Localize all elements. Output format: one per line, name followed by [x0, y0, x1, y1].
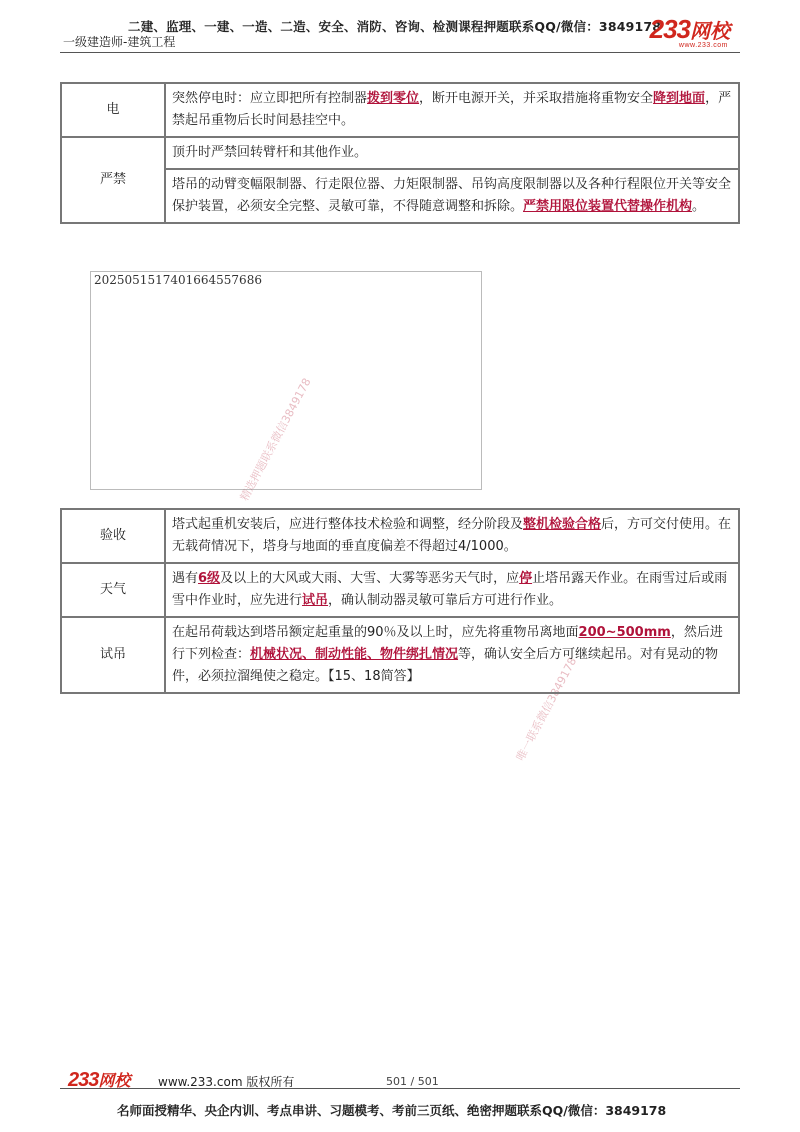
highlight-text: 整机检验合格 [523, 517, 602, 532]
row-label: 试吊 [61, 617, 165, 693]
content-text: 在起吊荷载达到塔吊额定起重量的90％及以上时，应先将重物吊离地面 [172, 625, 579, 640]
watermark-text: 精选押题联系微信3849178 [237, 375, 314, 504]
highlight-text: 机械状况、制动性能、物件绑扎情况 [250, 647, 459, 662]
brand-logo [650, 14, 730, 45]
highlight-text: 降到地面 [653, 91, 706, 106]
footer-logo-text: 网校 [98, 1073, 131, 1090]
content-text: ，然后进行下列检查： [172, 625, 723, 662]
table-row [61, 137, 739, 169]
footer-promo-text: 名师面授精华、央企内训、考点串讲、习题模考、考前三页纸、绝密押题联系QQ/微信：3849178 [117, 1103, 667, 1118]
content-text: 遇有 [172, 571, 199, 586]
highlight-text: 拨到零位 [367, 91, 420, 106]
header-divider [60, 52, 740, 53]
logo-url: www.233.com [678, 42, 728, 49]
content-text: 及以上的大风或大雨、大雪、大雾等恶劣天气时，应 [220, 571, 520, 586]
highlight-text: 停 [519, 571, 533, 586]
row-content [165, 509, 739, 563]
safety-table-lower [60, 508, 740, 694]
highlight-text: 严禁用限位装置代替操作机构 [523, 199, 693, 214]
content-text: 。 [692, 199, 706, 214]
watermark-text: 唯一联系微信3849178 [513, 655, 580, 764]
header-promo-text: 二建、监理、一建、一造、二造、安全、消防、咨询、检测课程押题联系QQ/微信：3849178 [128, 19, 662, 34]
highlight-text: 200~500mm [578, 625, 671, 640]
content-text: 等，确认安全后方可继续起吊。对有晃动的物件，必须拉溜绳使之稳定。【15、18简答】 [172, 647, 719, 684]
row-label: 验收 [61, 509, 165, 563]
document-subject: 一级建造师-建筑工程 [63, 35, 176, 49]
logo-number: 233 [649, 14, 690, 44]
row-content [165, 83, 739, 137]
row-content: 顶升时严禁回转臂杆和其他作业。 [165, 137, 739, 169]
table-row [61, 509, 739, 563]
content-text: ，严禁起吊重物后长时间悬挂空中。 [172, 91, 732, 128]
image-placeholder-id: 2025051517401664557686 [94, 273, 262, 287]
table-row [61, 617, 739, 693]
row-label: 严禁 [61, 137, 165, 223]
highlight-text: 试吊 [302, 593, 329, 608]
content-text: 止塔吊露天作业。在雨雪过后或雨雪中作业时，应先进行 [172, 571, 728, 608]
footer-logo-number: 233 [68, 1069, 99, 1091]
content-text: 后，方可交付使用。在无载荷情况下，塔身与地面的垂直度偏差不得超过4/1000。 [172, 517, 732, 554]
highlight-text: 6级 [198, 571, 221, 586]
safety-table-upper [60, 82, 740, 224]
row-content [165, 617, 739, 693]
row-content [165, 563, 739, 617]
row-label: 天气 [61, 563, 165, 617]
content-text: 塔吊的动臂变幅限制器、行走限位器、力矩限制器、吊钩高度限制器以及各种行程限位开关等安全保护装置，必须安全完整、灵敏可靠，不得随意调整和拆除。 [172, 177, 732, 214]
content-text: ，断开电源开关，并采取措施将重物安全 [419, 91, 654, 106]
page-number: 501 / 501 [386, 1075, 439, 1088]
image-placeholder [90, 271, 482, 490]
content-text: 塔式起重机安装后，应进行整体技术检验和调整，经分阶段及 [172, 517, 524, 532]
table-row [61, 563, 739, 617]
footer-copyright: www.233.com 版权所有 [158, 1075, 295, 1089]
logo-text: 网校 [690, 21, 730, 43]
footer-divider [60, 1088, 740, 1089]
row-content [165, 169, 739, 223]
table-row [61, 83, 739, 137]
content-text: 突然停电时：应立即把所有控制器 [172, 91, 368, 106]
content-text: ，确认制动器灵敏可靠后方可进行作业。 [328, 593, 563, 608]
row-label: 电 [61, 83, 165, 137]
